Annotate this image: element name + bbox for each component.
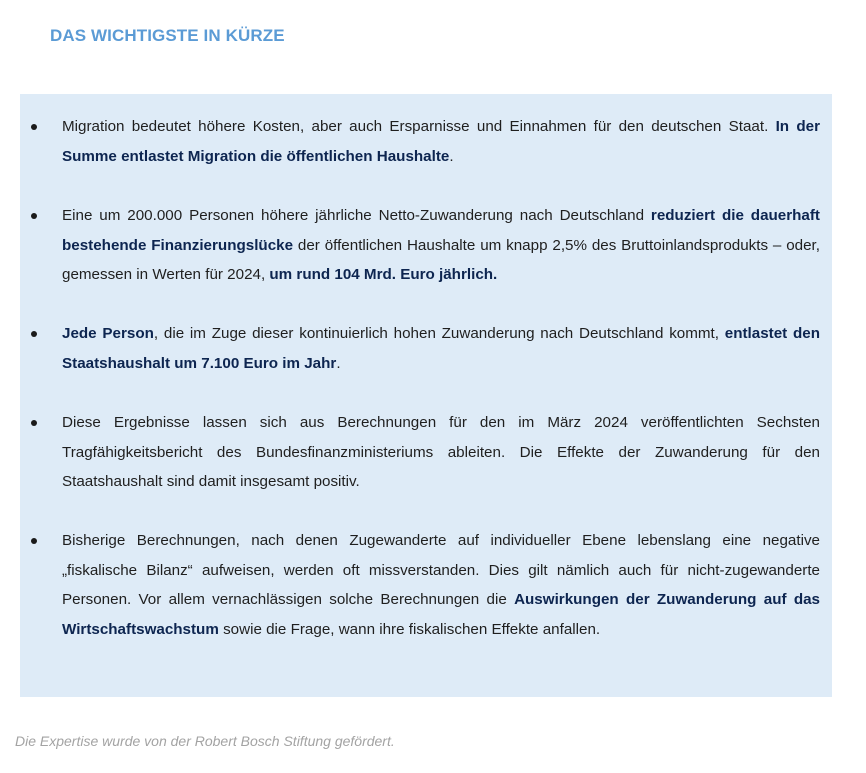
summary-item-text [62,408,820,497]
section-heading: DAS WICHTIGSTE IN KÜRZE [50,26,285,45]
emphasis-text: In der Summe entlastet Migration die öffentlichen Haushalte [62,118,820,165]
emphasis-text: entlastet den Staatshaushalt um 7.100 Euro im Jahr [62,325,820,372]
emphasis-text: um rund 104 Mrd. Euro jährlich. [269,266,498,283]
bullet-icon [31,331,37,337]
bullet-icon [31,538,37,544]
body-text: Diese Ergebnisse lassen sich aus Berechnungen für den im März 2024 veröffentlichten Sechsten Tragfähigkeitsbericht des Bundesfinanzministeriums ableiten. Die Effekte der Zuwanderung für den Staatshaushalt sind damit insgesamt positiv. [62,414,820,490]
summary-box [20,94,832,697]
bullet-icon [31,420,37,426]
body-text: Eine um 200.000 Personen höhere jährliche Netto-Zuwanderung nach Deutschland [62,207,651,224]
body-text: sowie die Frage, wann ihre fiskalischen Effekte anfallen. [218,620,601,638]
summary-item-text [62,526,820,644]
body-text: der öffentlichen Haushalte um knapp 2,5% des Bruttoinlandsprodukts – oder, gemessen in Werten für 2024, [62,236,820,283]
summary-item-text [62,201,820,290]
body-text: . [449,147,454,165]
body-text: . [336,354,341,372]
emphasis-text: reduziert die dauerhaft bestehende Finanzierungslücke [62,207,820,254]
emphasis-text: Auswirkungen der Zuwanderung auf das Wirtschaftswachstum [62,591,820,638]
funding-note: Die Expertise wurde von der Robert Bosch Stiftung gefördert. [15,733,395,749]
emphasis-text: Jede Person [62,325,154,342]
summary-item-text [62,319,820,378]
body-text: Bisherige Berechnungen, nach denen Zugewanderte auf individueller Ebene lebenslang eine negative „fiskalische Bilanz“ aufweisen, werden oft missverstanden. Dies gilt nämlich auch für nicht-zugewanderte Personen. Vor allem vernachlässigen solche Berechnungen die [62,532,820,608]
body-text: , die im Zuge dieser kontinuierlich hohen Zuwanderung nach Deutschland kommt, [153,325,725,342]
bullet-icon [31,213,37,219]
bullet-icon [31,124,37,130]
summary-item-text [62,112,820,171]
body-text: Migration bedeutet höhere Kosten, aber auch Ersparnisse und Einnahmen für den deutschen Staat. [62,118,776,135]
